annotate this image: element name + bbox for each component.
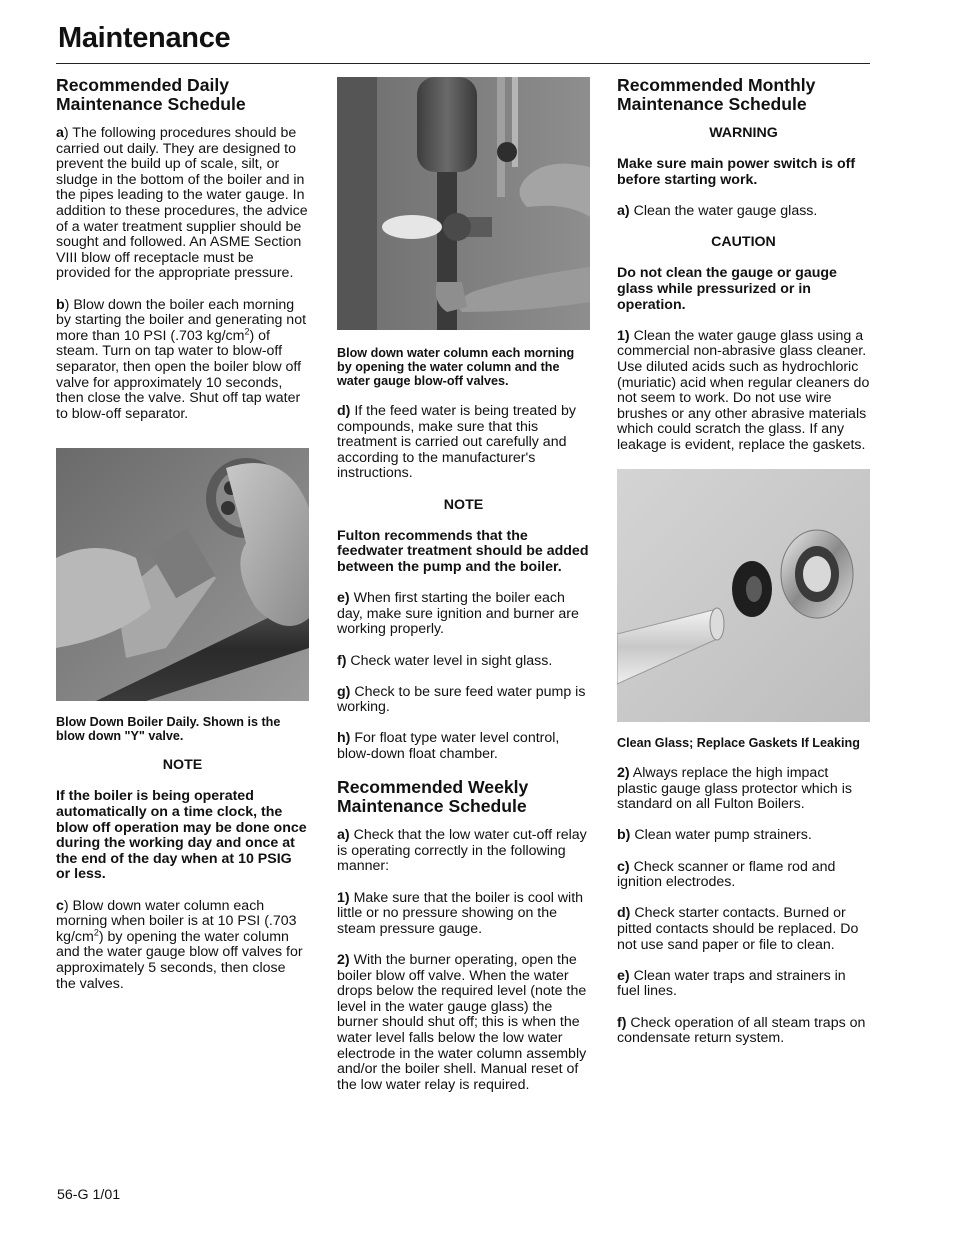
- daily-item-a-text: ) The following procedures should be carried out daily. They are designed to prevent the build up of scale, silt, or sludge in the bottom of the boiler and in the pipes leading to the water gauge. In addition to these procedures, the advice of a water treatment supplier should be sought and followed. An ASME Section VIII blow off receptacle must be provided for the appropriate pressure.: [56, 125, 308, 282]
- monthly-item-f: [617, 1016, 870, 1047]
- monthly-item-f-text: Check operation of all steam traps on condensate return system.: [617, 1014, 866, 1047]
- monthly-item-2-text: Always replace the high impact plastic gauge glass protector which is standard on all Fulton Boilers.: [617, 765, 853, 813]
- daily-item-b: [56, 298, 309, 423]
- middle-item-d-text: If the feed water is being treated by compounds, make sure that this treatment is carried out carefully and according to the manufacturer's instructions.: [337, 403, 576, 482]
- weekly-item-1-text: Make sure that the boiler is cool with little or no pressure showing on the steam pressure gauge.: [337, 889, 584, 937]
- monthly-item-d-text: Check starter contacts. Burned or pitted contacts should be replaced. Do not use sand paper or file to clean.: [617, 905, 859, 953]
- monthly-item-a-text: Clean the water gauge glass.: [629, 202, 818, 219]
- monthly-item-b-label: b): [617, 827, 631, 844]
- daily-note-title: NOTE: [162, 757, 203, 774]
- middle-item-e: [337, 591, 590, 638]
- monthly-heading: Recommended Monthly Maintenance Schedule: [617, 75, 816, 114]
- monthly-item-2: [617, 766, 870, 813]
- monthly-item-d-label: d): [617, 905, 631, 922]
- weekly-item-2-label: 2): [337, 952, 350, 968]
- monthly-caution-title: CAUTION: [711, 234, 776, 251]
- weekly-item-2: [337, 953, 590, 1093]
- weekly-item-a-label: a): [337, 827, 350, 844]
- daily-item-c-text1: ) Blow down water column each morning when boiler is at 10 PSI (.703 kg/cm: [56, 897, 297, 945]
- middle-item-d-label: d): [337, 403, 351, 419]
- monthly-item-e-label: e): [617, 967, 630, 984]
- middle-item-g: [337, 685, 590, 716]
- gauge-glass-gaskets-photo: [617, 469, 870, 722]
- daily-heading: Recommended Daily Maintenance Schedule: [56, 75, 246, 114]
- monthly-item-c-label: c): [617, 858, 630, 875]
- middle-item-f: [337, 654, 590, 670]
- column-monthly: [617, 76, 870, 1062]
- daily-item-b-label: b: [56, 296, 65, 313]
- middle-note-text: Fulton recommends that the feedwater treatment should be added between the pump and the boiler.: [337, 527, 589, 575]
- middle-item-h: [337, 731, 590, 762]
- blowdown-valve-photo: [56, 448, 309, 701]
- page-footer: 56-G 1/01: [57, 1187, 121, 1203]
- monthly-item-d: [617, 906, 870, 953]
- monthly-item-1-label: 1): [617, 327, 630, 344]
- middle-item-f-label: f): [337, 652, 347, 669]
- monthly-item-c: [617, 860, 870, 891]
- monthly-image-caption: Clean Glass; Replace Gaskets If Leaking: [617, 736, 860, 751]
- weekly-heading: Recommended Weekly Maintenance Schedule: [337, 777, 529, 817]
- monthly-item-e: [617, 969, 870, 1000]
- monthly-item-a-label: a): [617, 202, 630, 219]
- daily-item-a: [56, 126, 309, 282]
- daily-item-c-text2: ) by opening the water column and the water gauge blow off valves for approximately 5 seconds, then close the valves.: [56, 928, 303, 992]
- middle-item-h-text: For float type water level control, blow-down float chamber.: [337, 730, 560, 763]
- weekly-item-a-text: Check that the low water cut-off relay is operating correctly in the following manner:: [337, 827, 587, 875]
- daily-item-a-label: a: [56, 125, 64, 141]
- middle-item-f-text: Check water level in sight glass.: [346, 652, 553, 669]
- weekly-item-1: [337, 891, 590, 938]
- weekly-item-1-label: 1): [337, 889, 350, 906]
- weekly-item-2-text: With the burner operating, open the boiler blow off valve. When the water drops below the required level (note the level in the water gauge glass) the burner should shut off; this is when the water level falls below the low water electrode in the water column assembly and/or the boiler shell. Manual reset of the low water relay is required.: [337, 952, 587, 1093]
- column-middle: [337, 77, 590, 1109]
- weekly-item-a: [337, 828, 590, 875]
- monthly-item-b: [617, 828, 870, 844]
- daily-item-b-text2: ) of steam. Turn on tap water to blow-off separator, then open the boiler blow off valve for approximately 10 seconds, then close the valve. Shut off tap water to blow-off separator.: [56, 327, 302, 422]
- title-divider: [56, 63, 870, 64]
- monthly-item-f-label: f): [617, 1014, 627, 1031]
- middle-item-e-text: When first starting the boiler each day, make sure ignition and burner are working properly.: [337, 590, 579, 638]
- water-column-photo: [337, 77, 590, 330]
- monthly-item-1-text: Clean the water gauge glass using a commercial non-abrasive glass cleaner. Use diluted acids such as hydrochloric (muriatic) acid when regular cleaners do not seem to work. Do not use wire brushes or any other abrasive materials which could scratch the glass. If any leakage is evident, replace the gaskets.: [617, 327, 870, 453]
- middle-item-h-label: h): [337, 730, 351, 747]
- daily-item-b-text1: ) Blow down the boiler each morning by starting the boiler and generating not more than 10 PSI (.703 kg/cm: [56, 296, 307, 344]
- middle-item-g-label: g): [337, 683, 351, 700]
- monthly-item-a: [617, 204, 870, 220]
- monthly-item-e-text: Clean water traps and strainers in fuel lines.: [617, 967, 846, 1000]
- daily-item-b-sup: 2: [244, 325, 250, 336]
- page-title: Maintenance: [58, 22, 231, 54]
- monthly-item-2-label: 2): [617, 765, 630, 782]
- monthly-item-c-text: Check scanner or flame rod and ignition electrodes.: [617, 858, 836, 891]
- middle-image-caption: Blow down water column each morning by opening the water column and the water gauge blow-off valves.: [337, 346, 575, 388]
- daily-item-c: [56, 899, 309, 993]
- monthly-item-1: [617, 329, 870, 454]
- middle-note-title: NOTE: [443, 496, 484, 513]
- middle-item-g-text: Check to be sure feed water pump is working.: [337, 683, 586, 716]
- column-daily: [56, 76, 309, 1008]
- daily-item-c-sup: 2: [93, 927, 99, 938]
- monthly-caution-text: Do not clean the gauge or gauge glass while pressurized or in operation.: [617, 265, 837, 313]
- middle-item-d: [337, 404, 590, 482]
- middle-item-e-label: e): [337, 590, 350, 607]
- daily-note-text: If the boiler is being operated automatically on a time clock, the blow off operation may be done once during the working day and once at the end of the day when at 10 PSIG or less.: [56, 788, 307, 883]
- monthly-warning-text: Make sure main power switch is off before starting work.: [617, 156, 856, 188]
- daily-image-caption: Blow Down Boiler Daily. Shown is the blow down "Y" valve.: [56, 715, 281, 744]
- daily-item-c-label: c: [56, 897, 64, 914]
- monthly-item-b-text: Clean water pump strainers.: [630, 827, 812, 844]
- monthly-warning-title: WARNING: [709, 125, 778, 141]
